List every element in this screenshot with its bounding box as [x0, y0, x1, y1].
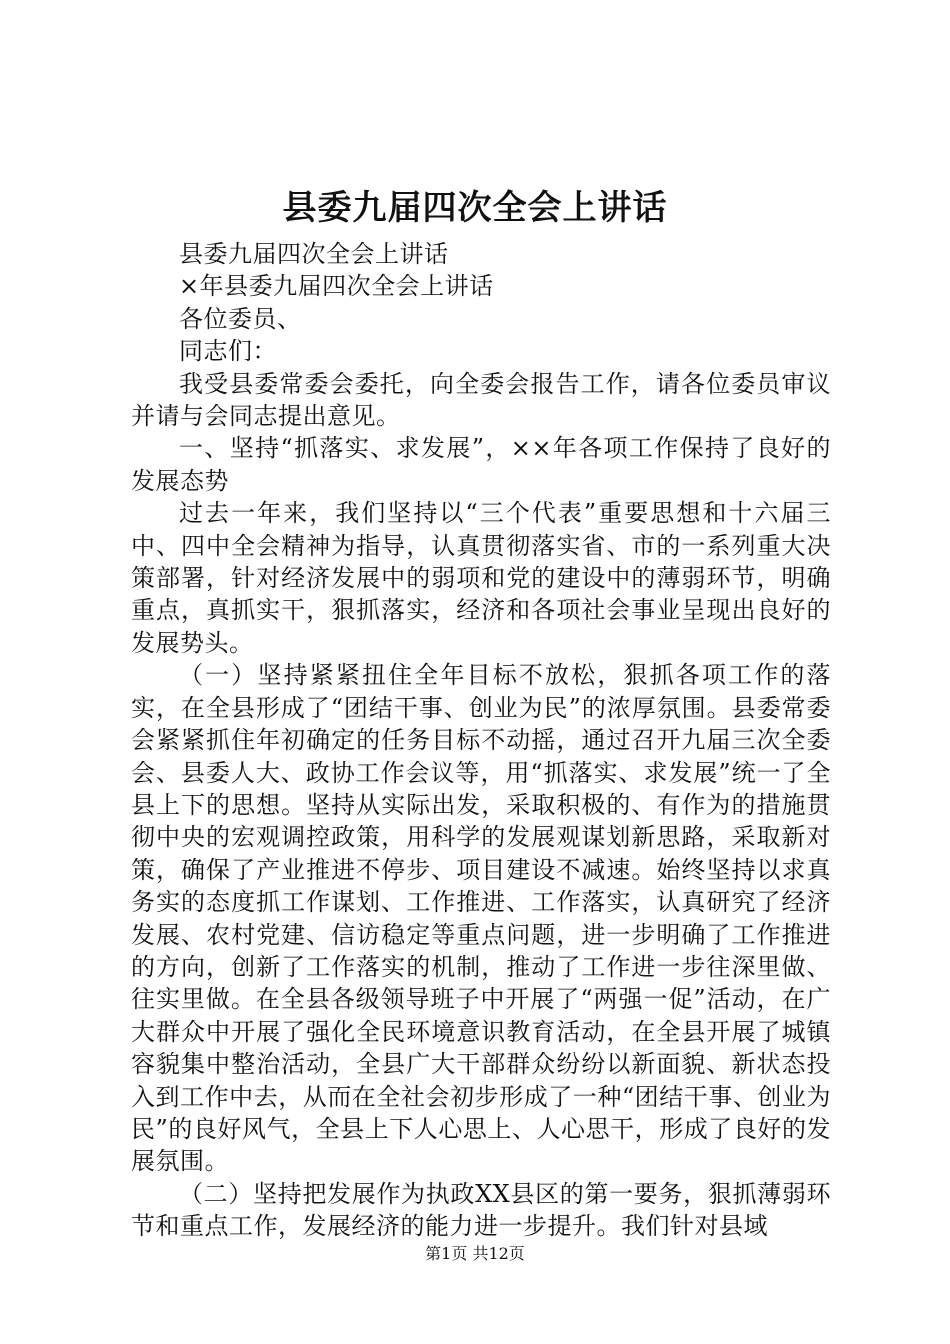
paragraph: 过去一年来，我们坚持以“三个代表”重要思想和十六届三中、四中全会精神为指导，认真贯彻落实省、市的一系列重大决策部署，针对经济发展中的弱项和党的建设中的薄弱环节，明确重点，真抓实干，狠抓落实，经济和各项社会事业呈现出良好的发展势头。	[131, 499, 831, 657]
document-title: 县委九届四次全会上讲话	[282, 188, 668, 228]
paragraph: 我受县委常委会委托，向全委会报告工作，请各位委员审议并请与会同志提出意见。	[131, 369, 831, 431]
paragraph: （二）坚持把发展作为执政XX县区的第一要务，狠抓薄弱环节和重点工作，发展经济的能力进一步提升。我们针对县域	[131, 1179, 831, 1241]
paragraph: 县委九届四次全会上讲话	[179, 240, 449, 268]
paragraph: ×年县委九届四次全会上讲话	[179, 272, 494, 301]
section-heading: 一、坚持“抓落实、求发展”，××年各项工作保持了良好的发展态势	[131, 434, 831, 495]
paragraph: 各位委员、	[179, 304, 302, 333]
paragraph: 同志们：	[179, 337, 277, 366]
page-footer: 第1页 共12页	[425, 1244, 525, 1263]
document-body	[131, 238, 831, 1243]
paragraph: （一）坚持紧紧扭住全年目标不放松，狠抓各项工作的落实，在全县形成了“团结干事、创业为民”的浓厚氛围。县委常委会紧紧抓住年初确定的任务目标不动摇，通过召开九届三次全委会、县委人大、政协工作会议等，用“抓落实、求发展”统一了全县上下的思想。坚持从实际出发，采取积极的、有作为的措施贯彻中央的宏观调控政策，用科学的发展观谋划新思路，采取新对策，确保了产业推进不停步、项目建设不减速。始终坚持以求真务实的态度抓工作谋划、工作推进、工作落实，认真研究了经济发展、农村党建、信访稳定等重点问题，进一步明确了工作推进的方向，创新了工作落实的机制，推动了工作进一步往深里做、往实里做。在全县各级领导班子中开展了“两强一促”活动，在广大群众中开展了强化全民环境意识教育活动，在全县开展了城镇容貌集中整治活动，全县广大干部群众纷纷以新面貌、新状态投入到工作中去，从而在全社会初步形成了一种“团结干事、创业为民”的良好风气，全县上下人心思上、人心思干，形成了良好的发展氛围。	[131, 661, 831, 1176]
